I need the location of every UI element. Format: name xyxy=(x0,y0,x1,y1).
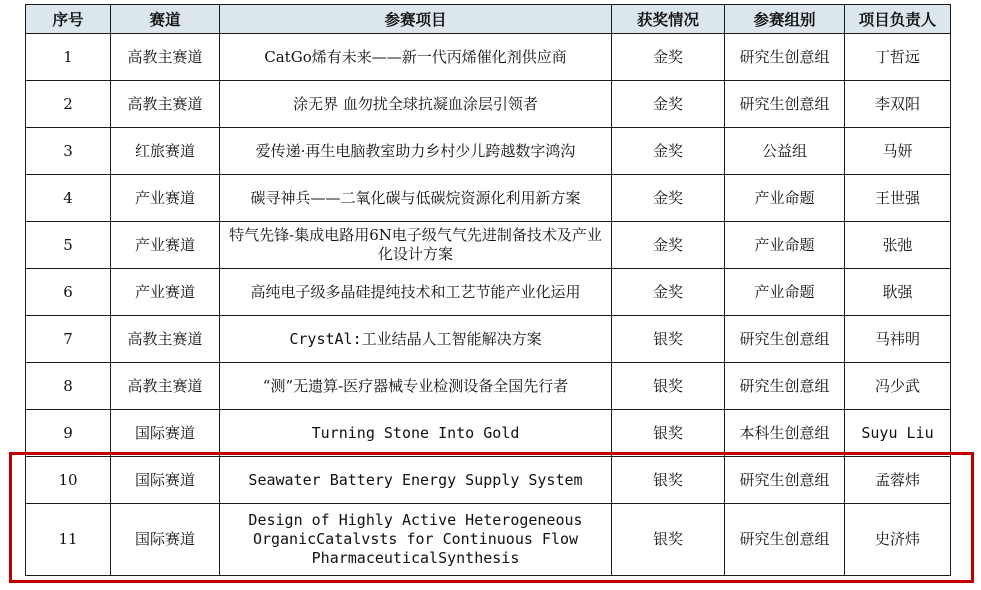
cell-track: 产业赛道 xyxy=(111,269,220,316)
cell-award: 银奖 xyxy=(612,363,725,410)
cell-project: CatGo烯有未来——新一代丙烯催化剂供应商 xyxy=(220,34,612,81)
cell-leader: 丁哲远 xyxy=(845,34,951,81)
cell-track: 高教主赛道 xyxy=(111,81,220,128)
cell-leader: Suyu Liu xyxy=(845,410,951,457)
table-row xyxy=(26,504,951,576)
table-row xyxy=(26,363,951,410)
cell-project: 特气先锋-集成电路用6N电子级气气先进制备技术及产业化设计方案 xyxy=(220,222,612,269)
cell-track: 红旅赛道 xyxy=(111,128,220,175)
cell-award: 金奖 xyxy=(612,34,725,81)
header-award: 获奖情况 xyxy=(612,5,725,34)
cell-project: “测”无遗算-医疗器械专业检测设备全国先行者 xyxy=(220,363,612,410)
header-index: 序号 xyxy=(26,5,111,34)
cell-index: 1 xyxy=(26,34,111,81)
cell-leader: 李双阳 xyxy=(845,81,951,128)
cell-index: 4 xyxy=(26,175,111,222)
header-project: 参赛项目 xyxy=(220,5,612,34)
cell-track: 高教主赛道 xyxy=(111,316,220,363)
cell-leader: 张弛 xyxy=(845,222,951,269)
cell-index: 10 xyxy=(26,457,111,504)
table-row xyxy=(26,128,951,175)
table-row xyxy=(26,222,951,269)
cell-leader: 孟蓉炜 xyxy=(845,457,951,504)
cell-group: 研究生创意组 xyxy=(725,34,845,81)
cell-group: 本科生创意组 xyxy=(725,410,845,457)
table-row xyxy=(26,175,951,222)
cell-index: 2 xyxy=(26,81,111,128)
cell-project: 碳寻神兵——二氧化碳与低碳烷资源化利用新方案 xyxy=(220,175,612,222)
cell-track: 产业赛道 xyxy=(111,175,220,222)
cell-track: 国际赛道 xyxy=(111,504,220,576)
table-row xyxy=(26,457,951,504)
cell-award: 金奖 xyxy=(612,175,725,222)
cell-group: 研究生创意组 xyxy=(725,457,845,504)
cell-award: 银奖 xyxy=(612,504,725,576)
cell-group: 研究生创意组 xyxy=(725,504,845,576)
table-row xyxy=(26,81,951,128)
cell-group: 产业命题 xyxy=(725,222,845,269)
cell-index: 9 xyxy=(26,410,111,457)
cell-project: 高纯电子级多晶硅提纯技术和工艺节能产业化运用 xyxy=(220,269,612,316)
cell-track: 产业赛道 xyxy=(111,222,220,269)
cell-award: 金奖 xyxy=(612,269,725,316)
cell-track: 高教主赛道 xyxy=(111,363,220,410)
cell-index: 11 xyxy=(26,504,111,576)
header-track: 赛道 xyxy=(111,5,220,34)
cell-project: CrystAl:工业结晶人工智能解决方案 xyxy=(220,316,612,363)
cell-project: Design of Highly Active Heterogeneous OrganicCatalvsts for Continuous Flow PharmaceuticalSynthesis xyxy=(220,504,612,576)
awards-table xyxy=(25,4,951,576)
cell-leader: 马妍 xyxy=(845,128,951,175)
cell-award: 银奖 xyxy=(612,410,725,457)
cell-group: 研究生创意组 xyxy=(725,316,845,363)
cell-award: 金奖 xyxy=(612,128,725,175)
header-group: 参赛组别 xyxy=(725,5,845,34)
cell-index: 3 xyxy=(26,128,111,175)
cell-group: 公益组 xyxy=(725,128,845,175)
cell-award: 金奖 xyxy=(612,81,725,128)
cell-project: Turning Stone Into Gold xyxy=(220,410,612,457)
cell-leader: 马祎明 xyxy=(845,316,951,363)
cell-group: 产业命题 xyxy=(725,269,845,316)
cell-leader: 冯少武 xyxy=(845,363,951,410)
cell-index: 8 xyxy=(26,363,111,410)
cell-group: 产业命题 xyxy=(725,175,845,222)
cell-award: 银奖 xyxy=(612,316,725,363)
cell-track: 高教主赛道 xyxy=(111,34,220,81)
cell-project: 爱传递·再生电脑教室助力乡村少儿跨越数字鸿沟 xyxy=(220,128,612,175)
cell-group: 研究生创意组 xyxy=(725,363,845,410)
cell-track: 国际赛道 xyxy=(111,457,220,504)
cell-leader: 史济炜 xyxy=(845,504,951,576)
header-leader: 项目负责人 xyxy=(845,5,951,34)
header-row xyxy=(26,5,951,34)
cell-award: 银奖 xyxy=(612,457,725,504)
cell-leader: 耿强 xyxy=(845,269,951,316)
table-row xyxy=(26,34,951,81)
table-row xyxy=(26,316,951,363)
cell-project: Seawater Battery Energy Supply System xyxy=(220,457,612,504)
cell-track: 国际赛道 xyxy=(111,410,220,457)
cell-index: 7 xyxy=(26,316,111,363)
cell-index: 6 xyxy=(26,269,111,316)
cell-index: 5 xyxy=(26,222,111,269)
table-row xyxy=(26,410,951,457)
cell-group: 研究生创意组 xyxy=(725,81,845,128)
cell-project: 涂无界 血勿扰全球抗凝血涂层引领者 xyxy=(220,81,612,128)
cell-award: 金奖 xyxy=(612,222,725,269)
cell-leader: 王世强 xyxy=(845,175,951,222)
table-row xyxy=(26,269,951,316)
